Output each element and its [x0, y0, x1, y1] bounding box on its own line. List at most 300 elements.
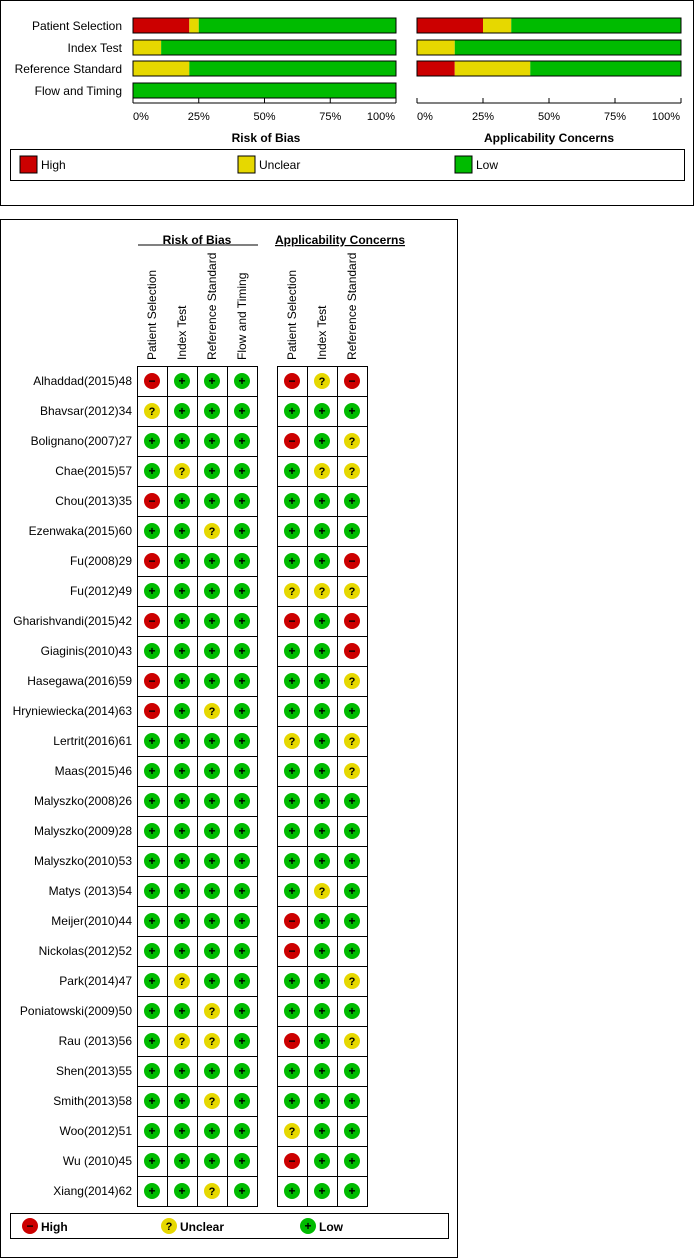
judgement-low — [314, 1033, 330, 1049]
bar-segment-unclear — [189, 18, 198, 33]
judgement-low — [204, 973, 220, 989]
tick-label: 100% — [366, 111, 396, 123]
study-label: Giaginis(2010)43 — [40, 644, 132, 658]
judgement-low — [174, 373, 190, 389]
judgement-symbol: + — [348, 404, 356, 418]
judgement-symbol: + — [238, 764, 246, 778]
judgement-symbol: + — [238, 884, 246, 898]
judgement-symbol: + — [348, 1124, 356, 1138]
judgement-low — [204, 493, 220, 509]
category-label: Patient Selection — [31, 19, 122, 33]
bar-segment-unclear — [483, 18, 511, 33]
judgement-symbol: + — [318, 1124, 326, 1138]
summary-legend-box — [11, 150, 685, 181]
judgement-symbol: ? — [318, 376, 326, 388]
judgement-symbol: ? — [208, 1006, 216, 1018]
judgement-unclear — [314, 883, 330, 899]
judgement-low — [174, 643, 190, 659]
judgement-low — [174, 793, 190, 809]
judgement-symbol: + — [318, 944, 326, 958]
judgement-low — [144, 433, 160, 449]
judgement-low — [284, 793, 300, 809]
judgement-symbol: + — [238, 794, 246, 808]
judgement-symbol: + — [148, 914, 156, 928]
judgement-unclear — [284, 1123, 300, 1139]
study-label: Smith(2013)58 — [53, 1094, 132, 1108]
judgement-unclear — [204, 1033, 220, 1049]
legend-label-unclear: Unclear — [180, 1220, 225, 1234]
judgement-low — [284, 883, 300, 899]
judgement-symbol: + — [178, 1184, 186, 1198]
table-legend-item-unclear — [161, 1218, 224, 1234]
judgement-low — [144, 1003, 160, 1019]
judgement-low — [204, 943, 220, 959]
judgement-low — [174, 763, 190, 779]
table-legend-item-high — [22, 1218, 68, 1234]
judgement-low — [314, 1183, 330, 1199]
judgement-high — [284, 613, 300, 629]
judgement-symbol: − — [148, 374, 156, 388]
judgement-symbol: + — [208, 824, 216, 838]
bar-segment-unclear — [133, 61, 189, 76]
judgement-symbol: + — [288, 854, 296, 868]
judgement-symbol: + — [208, 554, 216, 568]
judgement-symbol: + — [208, 944, 216, 958]
judgement-symbol: + — [238, 1004, 246, 1018]
study-label: Meijer(2010)44 — [51, 914, 132, 928]
judgement-symbol: ? — [348, 736, 356, 748]
table-legend-box — [11, 1214, 449, 1239]
bar-segment-unclear — [133, 40, 161, 55]
legend-swatch-high — [20, 156, 37, 173]
judgement-low — [234, 913, 250, 929]
judgement-symbol: + — [178, 554, 186, 568]
judgement-symbol: − — [348, 614, 356, 628]
judgement-low — [344, 883, 360, 899]
judgement-symbol: + — [318, 614, 326, 628]
judgement-low — [234, 793, 250, 809]
judgement-low — [314, 973, 330, 989]
group-header-applicability: Applicability Concerns — [274, 233, 406, 247]
judgement-low — [204, 733, 220, 749]
judgement-low — [234, 973, 250, 989]
judgement-symbol: + — [348, 1184, 356, 1198]
judgement-low — [234, 373, 250, 389]
judgement-symbol: + — [148, 824, 156, 838]
judgement-low — [234, 1003, 250, 1019]
judgement-low — [344, 1153, 360, 1169]
judgement-symbol: + — [148, 644, 156, 658]
judgement-symbol: + — [318, 974, 326, 988]
judgement-symbol: + — [148, 1064, 156, 1078]
judgement-symbol: ? — [208, 1096, 216, 1108]
judgement-unclear — [344, 973, 360, 989]
legend-symbol: − — [26, 1219, 34, 1233]
judgement-symbol: + — [148, 854, 156, 868]
judgement-symbol: + — [208, 914, 216, 928]
judgement-symbol: + — [178, 914, 186, 928]
judgement-symbol: + — [178, 584, 186, 598]
group-header-risk-of-bias: Risk of Bias — [162, 233, 232, 247]
judgement-unclear — [284, 583, 300, 599]
judgement-low — [174, 1123, 190, 1139]
column-header: Patient Selection — [145, 269, 159, 360]
judgement-low — [314, 433, 330, 449]
judgement-low — [174, 523, 190, 539]
judgement-symbol: + — [208, 974, 216, 988]
study-label: Hryniewiecka(2014)63 — [12, 704, 132, 718]
judgement-low — [144, 463, 160, 479]
category-label: Reference Standard — [14, 62, 122, 76]
tick-label: 50% — [253, 111, 276, 123]
judgement-low — [314, 523, 330, 539]
column-header: Index Test — [175, 305, 189, 360]
judgement-symbol: − — [288, 1154, 296, 1168]
study-label: Xiang(2014)62 — [53, 1184, 132, 1198]
judgement-symbol: + — [288, 494, 296, 508]
category-label: Flow and Timing — [34, 84, 122, 98]
study-label: Malyszko(2010)53 — [33, 854, 132, 868]
judgement-low — [314, 403, 330, 419]
judgement-low — [204, 793, 220, 809]
judgement-symbol: + — [148, 884, 156, 898]
bar-segment-low — [455, 40, 681, 55]
judgement-high — [284, 1153, 300, 1169]
judgement-unclear — [144, 403, 160, 419]
judgement-symbol: + — [288, 1094, 296, 1108]
judgement-symbol: + — [178, 794, 186, 808]
study-label: Malyszko(2008)26 — [33, 794, 132, 808]
judgement-symbol: ? — [318, 586, 326, 598]
judgement-low — [284, 1093, 300, 1109]
judgement-low — [314, 1003, 330, 1019]
legend-label-high: High — [41, 158, 66, 172]
study-label: Fu(2008)29 — [69, 554, 132, 568]
judgement-symbol: ? — [318, 886, 326, 898]
judgement-low — [234, 853, 250, 869]
judgement-low — [344, 1183, 360, 1199]
judgement-low — [234, 583, 250, 599]
judgement-symbol: + — [318, 554, 326, 568]
judgement-symbol: + — [288, 884, 296, 898]
judgement-low — [234, 1153, 250, 1169]
judgement-unclear — [344, 1033, 360, 1049]
judgement-symbol: + — [208, 884, 216, 898]
study-label: Alhaddad(2015)48 — [33, 374, 132, 388]
judgement-unclear — [204, 703, 220, 719]
judgement-low — [314, 763, 330, 779]
judgement-low — [174, 943, 190, 959]
judgement-low — [174, 673, 190, 689]
judgement-symbol: + — [238, 974, 246, 988]
judgement-symbol: + — [238, 374, 246, 388]
judgement-symbol: + — [148, 764, 156, 778]
judgement-low — [344, 943, 360, 959]
judgement-symbol: + — [178, 824, 186, 838]
judgement-symbol: + — [178, 1124, 186, 1138]
judgement-symbol: + — [348, 854, 356, 868]
judgement-symbol: + — [178, 764, 186, 778]
judgement-unclear — [314, 463, 330, 479]
grid-risk-of-bias — [137, 366, 258, 1207]
judgement-high — [284, 913, 300, 929]
study-label: Rau (2013)56 — [58, 1034, 132, 1048]
judgement-symbol: ? — [348, 976, 356, 988]
judgement-symbol: + — [208, 434, 216, 448]
judgement-low — [234, 493, 250, 509]
judgement-symbol: + — [348, 794, 356, 808]
judgement-symbol: + — [148, 1094, 156, 1108]
judgement-symbol: + — [288, 704, 296, 718]
judgement-symbol: + — [288, 464, 296, 478]
judgement-low — [234, 823, 250, 839]
judgement-unclear — [344, 583, 360, 599]
judgement-low — [174, 703, 190, 719]
judgement-symbol: + — [148, 1154, 156, 1168]
judgement-low — [204, 553, 220, 569]
judgement-symbol: − — [148, 494, 156, 508]
judgement-low — [314, 613, 330, 629]
judgement-symbol: + — [348, 1064, 356, 1078]
judgement-symbol: + — [208, 404, 216, 418]
judgement-low — [144, 793, 160, 809]
judgement-low — [204, 613, 220, 629]
judgement-low — [144, 1093, 160, 1109]
judgement-symbol: + — [238, 524, 246, 538]
judgement-unclear — [314, 373, 330, 389]
judgement-low — [314, 553, 330, 569]
judgement-low — [174, 1093, 190, 1109]
judgement-symbol: + — [208, 1154, 216, 1168]
judgement-low — [204, 673, 220, 689]
study-label: Poniatowski(2009)50 — [19, 1004, 132, 1018]
judgement-symbol: + — [318, 1094, 326, 1108]
judgement-symbol: + — [178, 674, 186, 688]
judgement-symbol: ? — [148, 406, 156, 418]
judgement-low — [314, 673, 330, 689]
judgement-symbol: ? — [348, 766, 356, 778]
judgement-symbol: + — [208, 464, 216, 478]
judgement-low — [204, 1153, 220, 1169]
judgement-symbol: ? — [208, 1036, 216, 1048]
judgement-symbol: + — [238, 914, 246, 928]
judgement-symbol: + — [238, 1154, 246, 1168]
judgement-low — [314, 703, 330, 719]
bar-segment-low — [133, 83, 396, 98]
judgement-low — [144, 583, 160, 599]
study-label: Bhavsar(2012)34 — [39, 404, 132, 418]
judgement-low — [144, 1153, 160, 1169]
judgement-symbol: + — [178, 434, 186, 448]
judgement-low — [174, 913, 190, 929]
judgement-low — [284, 1003, 300, 1019]
judgement-low — [314, 913, 330, 929]
judgement-symbol: + — [288, 524, 296, 538]
tick-label: 0% — [417, 111, 433, 123]
judgement-symbol: + — [148, 944, 156, 958]
judgement-symbol: ? — [318, 466, 326, 478]
judgement-symbol: + — [288, 824, 296, 838]
judgement-low — [204, 643, 220, 659]
judgement-symbol: + — [288, 404, 296, 418]
judgement-symbol: + — [148, 1034, 156, 1048]
judgement-unclear — [204, 523, 220, 539]
judgement-low — [144, 943, 160, 959]
judgement-high — [344, 553, 360, 569]
judgement-unclear — [174, 1033, 190, 1049]
judgement-low — [144, 733, 160, 749]
judgement-symbol: + — [208, 674, 216, 688]
judgement-symbol: + — [238, 1094, 246, 1108]
judgement-low — [174, 583, 190, 599]
judgement-symbol: + — [178, 1064, 186, 1078]
judgement-low — [284, 463, 300, 479]
judgement-symbol: ? — [288, 586, 296, 598]
judgement-unclear — [204, 1183, 220, 1199]
judgement-symbol: + — [178, 644, 186, 658]
judgement-low — [314, 1153, 330, 1169]
judgement-symbol: ? — [288, 736, 296, 748]
study-label: Hasegawa(2016)59 — [27, 674, 132, 688]
judgement-symbol: ? — [348, 466, 356, 478]
judgement-symbol: − — [348, 644, 356, 658]
judgement-low — [344, 1123, 360, 1139]
judgement-symbol: ? — [288, 1126, 296, 1138]
judgement-low — [234, 1093, 250, 1109]
judgement-symbol: + — [348, 884, 356, 898]
bar-segment-high — [417, 18, 483, 33]
judgement-symbol: ? — [208, 526, 216, 538]
judgement-symbol: + — [148, 734, 156, 748]
study-label: Gharishvandi(2015)42 — [13, 614, 132, 628]
study-label: Fu(2012)49 — [69, 584, 132, 598]
judgement-symbol: + — [238, 1184, 246, 1198]
judgement-symbol: + — [148, 584, 156, 598]
study-label: Matys (2013)54 — [48, 884, 132, 898]
judgement-low — [344, 853, 360, 869]
judgement-low — [204, 1063, 220, 1079]
legend-label-unclear: Unclear — [259, 158, 301, 172]
judgement-low — [314, 1063, 330, 1079]
judgement-low — [234, 463, 250, 479]
bar-segment-low — [530, 61, 681, 76]
judgement-symbol: + — [318, 794, 326, 808]
judgement-symbol: + — [288, 644, 296, 658]
judgement-symbol: + — [348, 1154, 356, 1168]
judgement-symbol: + — [288, 764, 296, 778]
judgement-high — [144, 553, 160, 569]
tick-label: 75% — [319, 111, 342, 123]
judgement-low — [234, 403, 250, 419]
judgement-high — [344, 373, 360, 389]
judgement-unclear — [344, 763, 360, 779]
judgement-symbol: ? — [208, 706, 216, 718]
tick-label: 50% — [537, 111, 561, 123]
judgement-symbol: + — [178, 1004, 186, 1018]
judgement-symbol: + — [288, 974, 296, 988]
study-label: Chou(2013)35 — [55, 494, 132, 508]
study-label: Nickolas(2012)52 — [38, 944, 132, 958]
judgement-symbol: + — [238, 614, 246, 628]
study-label: Shen(2013)55 — [55, 1064, 132, 1078]
judgement-low — [174, 1003, 190, 1019]
judgement-symbol: + — [238, 944, 246, 958]
judgement-unclear — [344, 673, 360, 689]
legend-symbol: ? — [165, 1221, 173, 1233]
judgement-high — [144, 703, 160, 719]
judgement-symbol: + — [208, 734, 216, 748]
judgement-low — [234, 523, 250, 539]
judgement-low — [284, 763, 300, 779]
judgement-symbol: + — [318, 854, 326, 868]
judgement-low — [204, 883, 220, 899]
summary-panel-risk-of-bias — [133, 18, 396, 145]
judgement-symbol: + — [208, 764, 216, 778]
judgement-symbol: + — [148, 1124, 156, 1138]
judgement-symbol: + — [238, 824, 246, 838]
judgement-low — [314, 793, 330, 809]
study-label: Park(2014)47 — [59, 974, 132, 988]
judgement-symbol: + — [178, 854, 186, 868]
judgement-unclear — [314, 583, 330, 599]
study-label: Ezenwaka(2015)60 — [28, 524, 132, 538]
judgement-high — [144, 373, 160, 389]
judgement-symbol: + — [238, 404, 246, 418]
judgement-low — [204, 373, 220, 389]
judgement-unclear — [344, 433, 360, 449]
judgement-symbol: + — [178, 884, 186, 898]
judgement-low — [144, 643, 160, 659]
judgement-low — [174, 403, 190, 419]
judgement-symbol: + — [178, 374, 186, 388]
judgement-low — [204, 463, 220, 479]
judgement-symbol: + — [318, 434, 326, 448]
judgement-low — [284, 493, 300, 509]
judgement-symbol: + — [348, 524, 356, 538]
judgement-symbol: + — [238, 644, 246, 658]
judgement-low — [234, 1033, 250, 1049]
judgement-low — [234, 883, 250, 899]
judgement-low — [174, 823, 190, 839]
judgement-symbol: + — [288, 554, 296, 568]
judgement-symbol: + — [318, 1064, 326, 1078]
judgement-low — [284, 673, 300, 689]
judgement-low — [344, 823, 360, 839]
judgement-symbol: + — [208, 854, 216, 868]
judgement-symbol: + — [318, 524, 326, 538]
judgement-low — [234, 1063, 250, 1079]
study-label: Maas(2015)46 — [54, 764, 132, 778]
judgement-unclear — [204, 1093, 220, 1109]
judgement-low — [284, 823, 300, 839]
judgement-low — [144, 1183, 160, 1199]
judgement-low — [204, 403, 220, 419]
judgement-low — [234, 433, 250, 449]
column-header: Reference Standard — [345, 252, 359, 360]
judgement-low — [174, 883, 190, 899]
judgement-low — [314, 853, 330, 869]
judgement-low — [284, 853, 300, 869]
judgement-symbol: + — [238, 434, 246, 448]
judgement-low — [344, 493, 360, 509]
judgement-low — [144, 853, 160, 869]
study-label: Bolignano(2007)27 — [30, 434, 132, 448]
study-label: Lertrit(2016)61 — [53, 734, 132, 748]
judgement-low — [314, 1123, 330, 1139]
judgement-symbol: + — [178, 524, 186, 538]
judgement-unclear — [344, 463, 360, 479]
judgement-low — [144, 763, 160, 779]
